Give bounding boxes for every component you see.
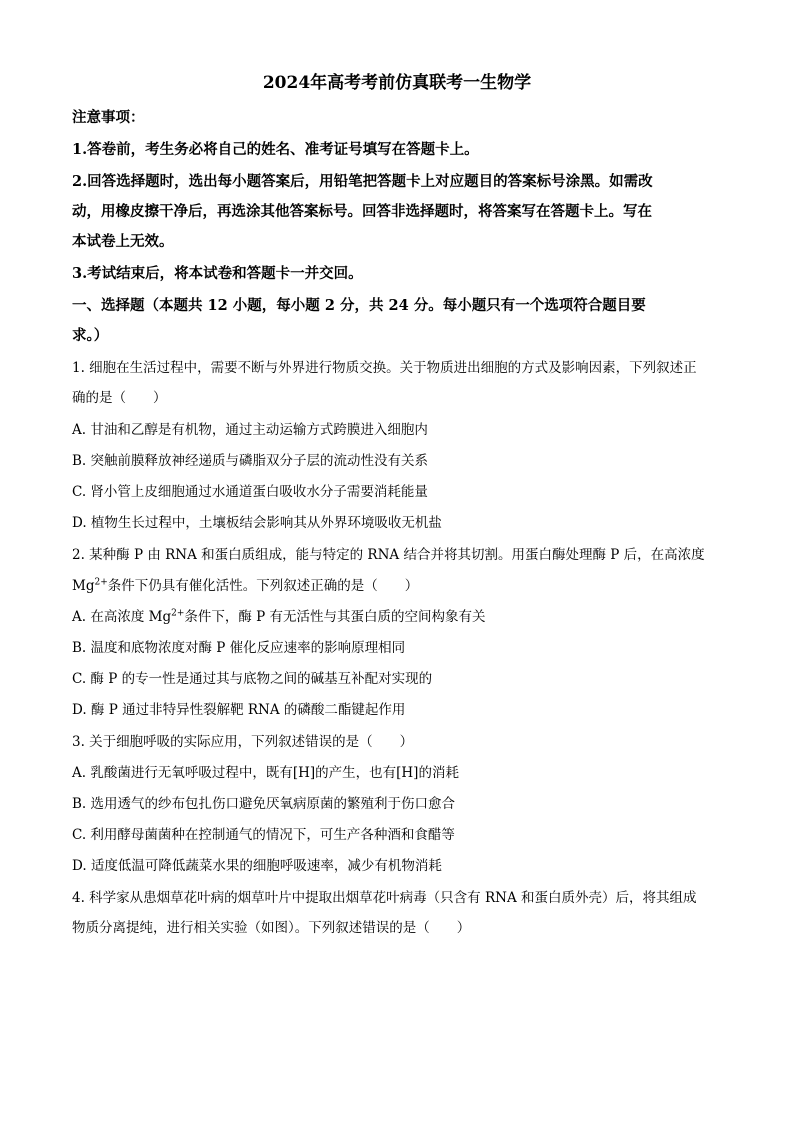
exam-title: 2024年高考考前仿真联考一生物学 <box>262 73 532 93</box>
q1-stem-line-2: 确的是（ ） <box>72 390 167 406</box>
q1-option-d: D. 植物生长过程中，土壤板结会影响其从外界环境吸收无机盐 <box>72 515 442 531</box>
q1-option-a: A. 甘油和乙醇是有机物，通过主动运输方式跨膜进入细胞内 <box>72 422 428 438</box>
section-heading-line-2: 求。） <box>72 327 109 344</box>
notice-2-line-1: 2.回答选择题时，选出每小题答案后，用铅笔把答题卡上对应题目的答案标号涂黑。如需改 <box>72 173 653 190</box>
q4-stem-line-2: 物质分离提纯，进行相关实验（如图）。下列叙述错误的是（ ） <box>72 920 471 936</box>
q2-option-a-pre: A. 在高浓度 Mg <box>72 609 172 625</box>
q3-option-b: B. 选用透气的纱布包扎伤口避免厌氧病原菌的繁殖利于伤口愈合 <box>72 796 456 812</box>
q1-stem-line-1: 1. 细胞在生活过程中，需要不断与外界进行物质交换。关于物质进出细胞的方式及影响因素，下列叙述正 <box>72 360 697 376</box>
q2-stem-mg-charge: 2+ <box>94 577 108 588</box>
q3-option-c: C. 利用酵母菌菌种在控制通气的情况下，可生产各种酒和食醋等 <box>72 827 455 843</box>
notice-2-line-2: 动，用橡皮擦干净后，再选涂其他答案标号。回答非选择题时，将答案写在答题卡上。写在 <box>72 203 652 220</box>
q2-option-a-post: 条件下，酶 P 有无活性与其蛋白质的空间构象有关 <box>184 609 486 625</box>
q2-stem-line-2 <box>72 576 732 596</box>
notice-1: 1.答卷前，考生务必将自己的姓名、准考证号填写在答题卡上。 <box>72 141 479 158</box>
section-heading-line-1: 一、选择题（本题共 12 小题，每小题 2 分，共 24 分。每小题只有一个选项符合题目要 <box>72 297 646 314</box>
q2-option-c: C. 酶 P 的专一性是通过其与底物之间的碱基互补配对实现的 <box>72 671 433 687</box>
notice-2-line-3: 本试卷上无效。 <box>72 233 174 250</box>
q4-stem-line-1: 4. 科学家从患烟草花叶病的烟草叶片中提取出烟草花叶病毒（只含有 RNA 和蛋白质外壳）后，将其组成 <box>72 890 697 906</box>
q3-stem: 3. 关于细胞呼吸的实际应用，下列叙述错误的是（ ） <box>72 734 414 750</box>
q2-stem-line-1: 2. 某种酶 P 由 RNA 和蛋白质组成，能与特定的 RNA 结合并将其切割。用蛋白酶处理酶 P 后，在高浓度 <box>72 547 705 563</box>
q3-option-d: D. 适度低温可降低蔬菜水果的细胞呼吸速率，减少有机物消耗 <box>72 858 442 874</box>
q2-stem-rest: 条件下仍具有催化活性。下列叙述正确的是（ ） <box>107 578 419 594</box>
q3-option-a: A. 乳酸菌进行无氧呼吸过程中，既有[H]的产生，也有[H]的消耗 <box>72 765 459 781</box>
q1-option-c: C. 肾小管上皮细胞通过水通道蛋白吸收水分子需要消耗能量 <box>72 484 428 500</box>
q1-option-b: B. 突触前膜释放神经递质与磷脂双分子层的流动性没有关系 <box>72 453 429 469</box>
q2-option-a <box>72 607 732 627</box>
q2-option-d: D. 酶 P 通过非特异性裂解靶 RNA 的磷酸二酯键起作用 <box>72 702 406 718</box>
notice-3: 3.考试结束后，将本试卷和答题卡一并交回。 <box>72 265 363 282</box>
q2-option-b: B. 温度和底物浓度对酶 P 催化反应速率的影响原理相同 <box>72 640 406 656</box>
q2-stem-mg: Mg <box>72 578 95 594</box>
notice-heading: 注意事项： <box>72 109 145 126</box>
q2-option-a-charge: 2+ <box>171 608 185 619</box>
